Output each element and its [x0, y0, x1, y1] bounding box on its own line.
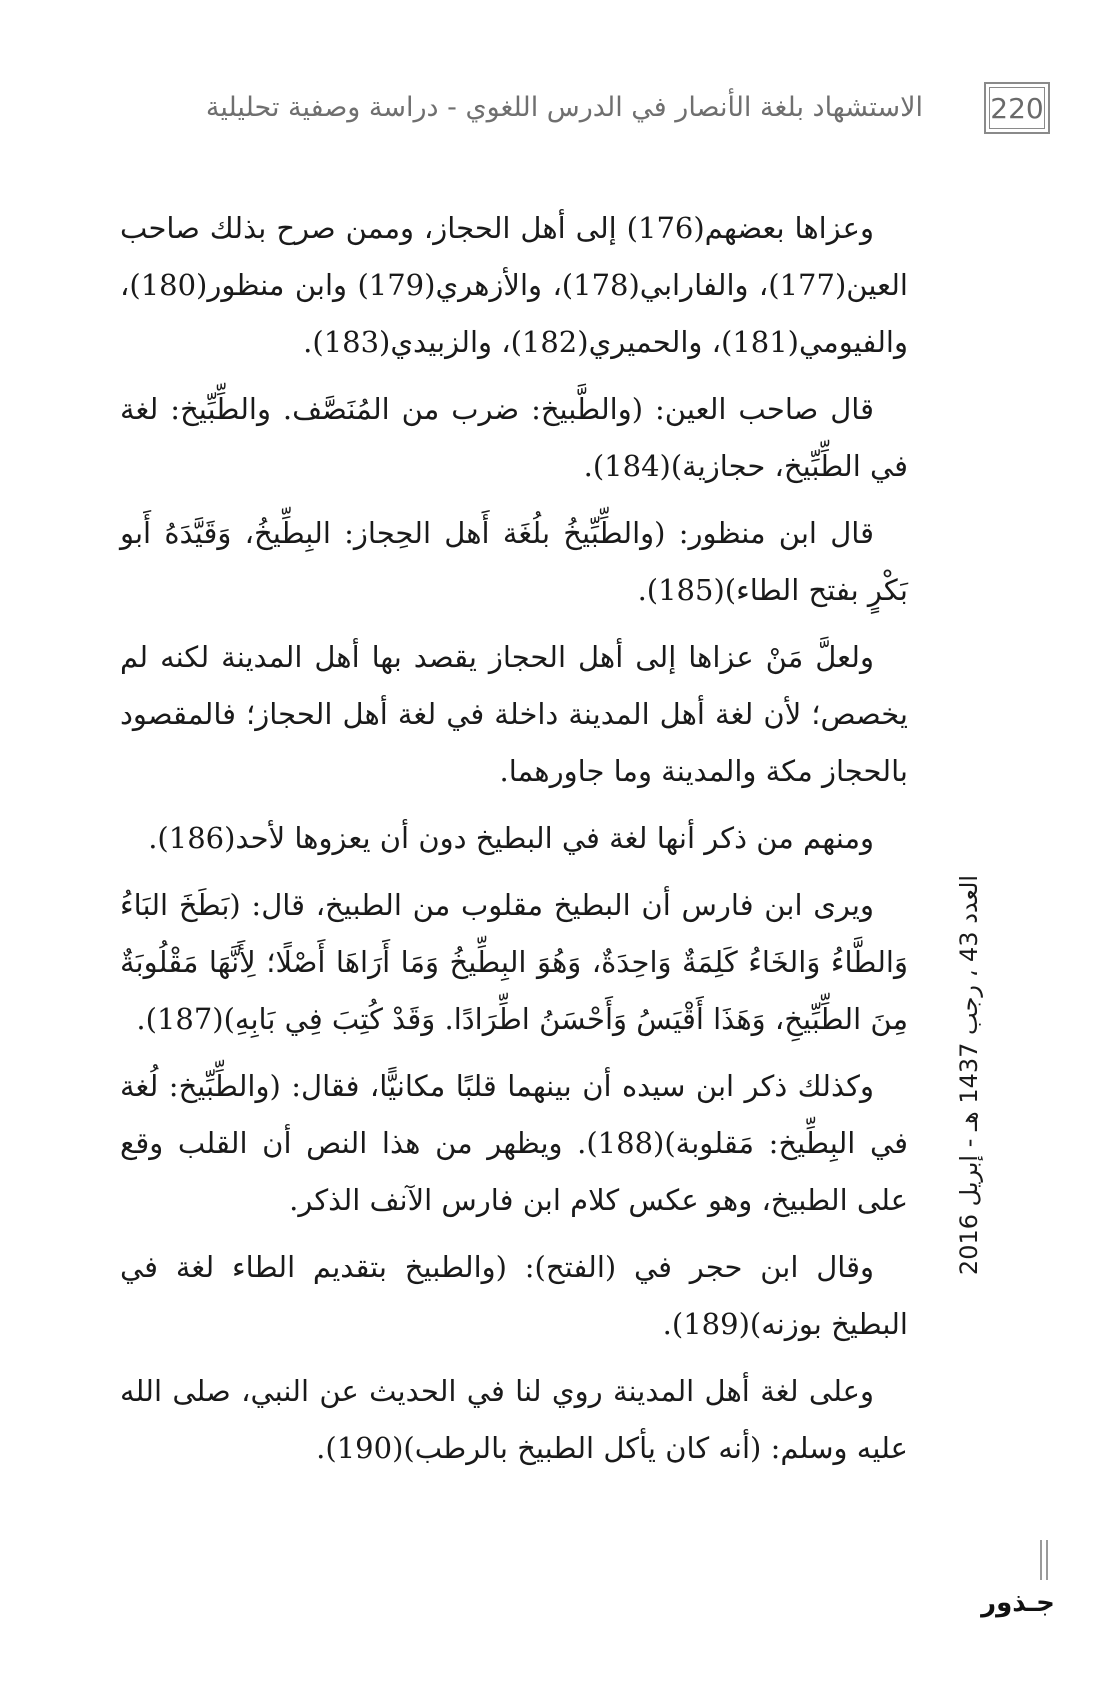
paragraph: وكذلك ذكر ابن سيده أن بينهما قلبًا مكانيًّا، فقال: (والطِّبِّيخ: لُغة في البِطِّيخ: مَقلوبة)(188). ويظهر من هذا النص أن القلب وقع على الطبيخ، وهو عكس كلام ابن فارس الآنف الذكر.	[120, 1069, 908, 1217]
journal-logo: جـذور	[981, 1588, 1055, 1618]
page-number: 220	[990, 92, 1044, 125]
side-divider	[1046, 1540, 1048, 1580]
article-body	[120, 200, 908, 1487]
page-number-box	[984, 82, 1050, 134]
paragraph: وعزاها بعضهم(176) إلى أهل الحجاز، وممن صرح بذلك صاحب العين(177)، والفارابي(178)، والأزهري(179) وابن منظور(180)، والفيومي(181)، والحميري(182)، والزبيدي(183).	[120, 211, 908, 359]
paragraph: قال صاحب العين: (والطَّبيخ: ضرب من المُنَصَّف. والطِّبِّيخ: لغة في الطِّبِّيخ، حجازية)(184).	[120, 392, 908, 483]
side-divider	[1040, 1540, 1042, 1580]
paragraph: وقال ابن حجر في (الفتح): (والطبيخ بتقديم الطاء لغة في البطيخ بوزنه)(189).	[120, 1250, 908, 1341]
running-title: الاستشهاد بلغة الأنصار في الدرس اللغوي - دراسة وصفية تحليلية	[205, 92, 923, 123]
paragraph: قال ابن منظور: (والطِّبِّيخُ بلُغَة أَهل الحِجاز: البِطِّيخُ، وَقَيَّدَهُ أَبو بَكْرٍ بفتح الطاء)(185).	[120, 516, 908, 607]
paragraph: ويرى ابن فارس أن البطيخ مقلوب من الطبيخ، قال: (بَطَخَ البَاءُ وَالطَّاءُ وَالخَاءُ كَلِمَةٌ وَاحِدَةٌ، وَهُوَ البِطِّيخُ وَمَا أَرَاهَا أَصْلًا؛ لِأَنَّهَا مَقْلُوبَةٌ مِنَ الطِّبِّيخِ، وَهَذَا أَقْيَسُ وَأَحْسَنُ اطِّرَادًا. وَقَدْ كُتِبَ فِي بَابِهِ)(187).	[120, 888, 908, 1036]
paragraph: وعلى لغة أهل المدينة روي لنا في الحديث عن النبي، صلى الله عليه وسلم: (أنه كان يأكل الطبيخ بالرطب)(190).	[120, 1374, 908, 1465]
issue-info: العدد 43 ، رجب 1437 هـ - إبريل 2016	[955, 874, 983, 1276]
paragraph: ولعلَّ مَنْ عزاها إلى أهل الحجاز يقصد بها أهل المدينة لكنه لم يخصص؛ لأن لغة أهل المدينة داخلة في لغة أهل الحجاز؛ فالمقصود بالحجاز مكة والمدينة وما جاورهما.	[120, 640, 908, 788]
paragraph: ومنهم من ذكر أنها لغة في البطيخ دون أن يعزوها لأحد(186).	[148, 821, 874, 855]
